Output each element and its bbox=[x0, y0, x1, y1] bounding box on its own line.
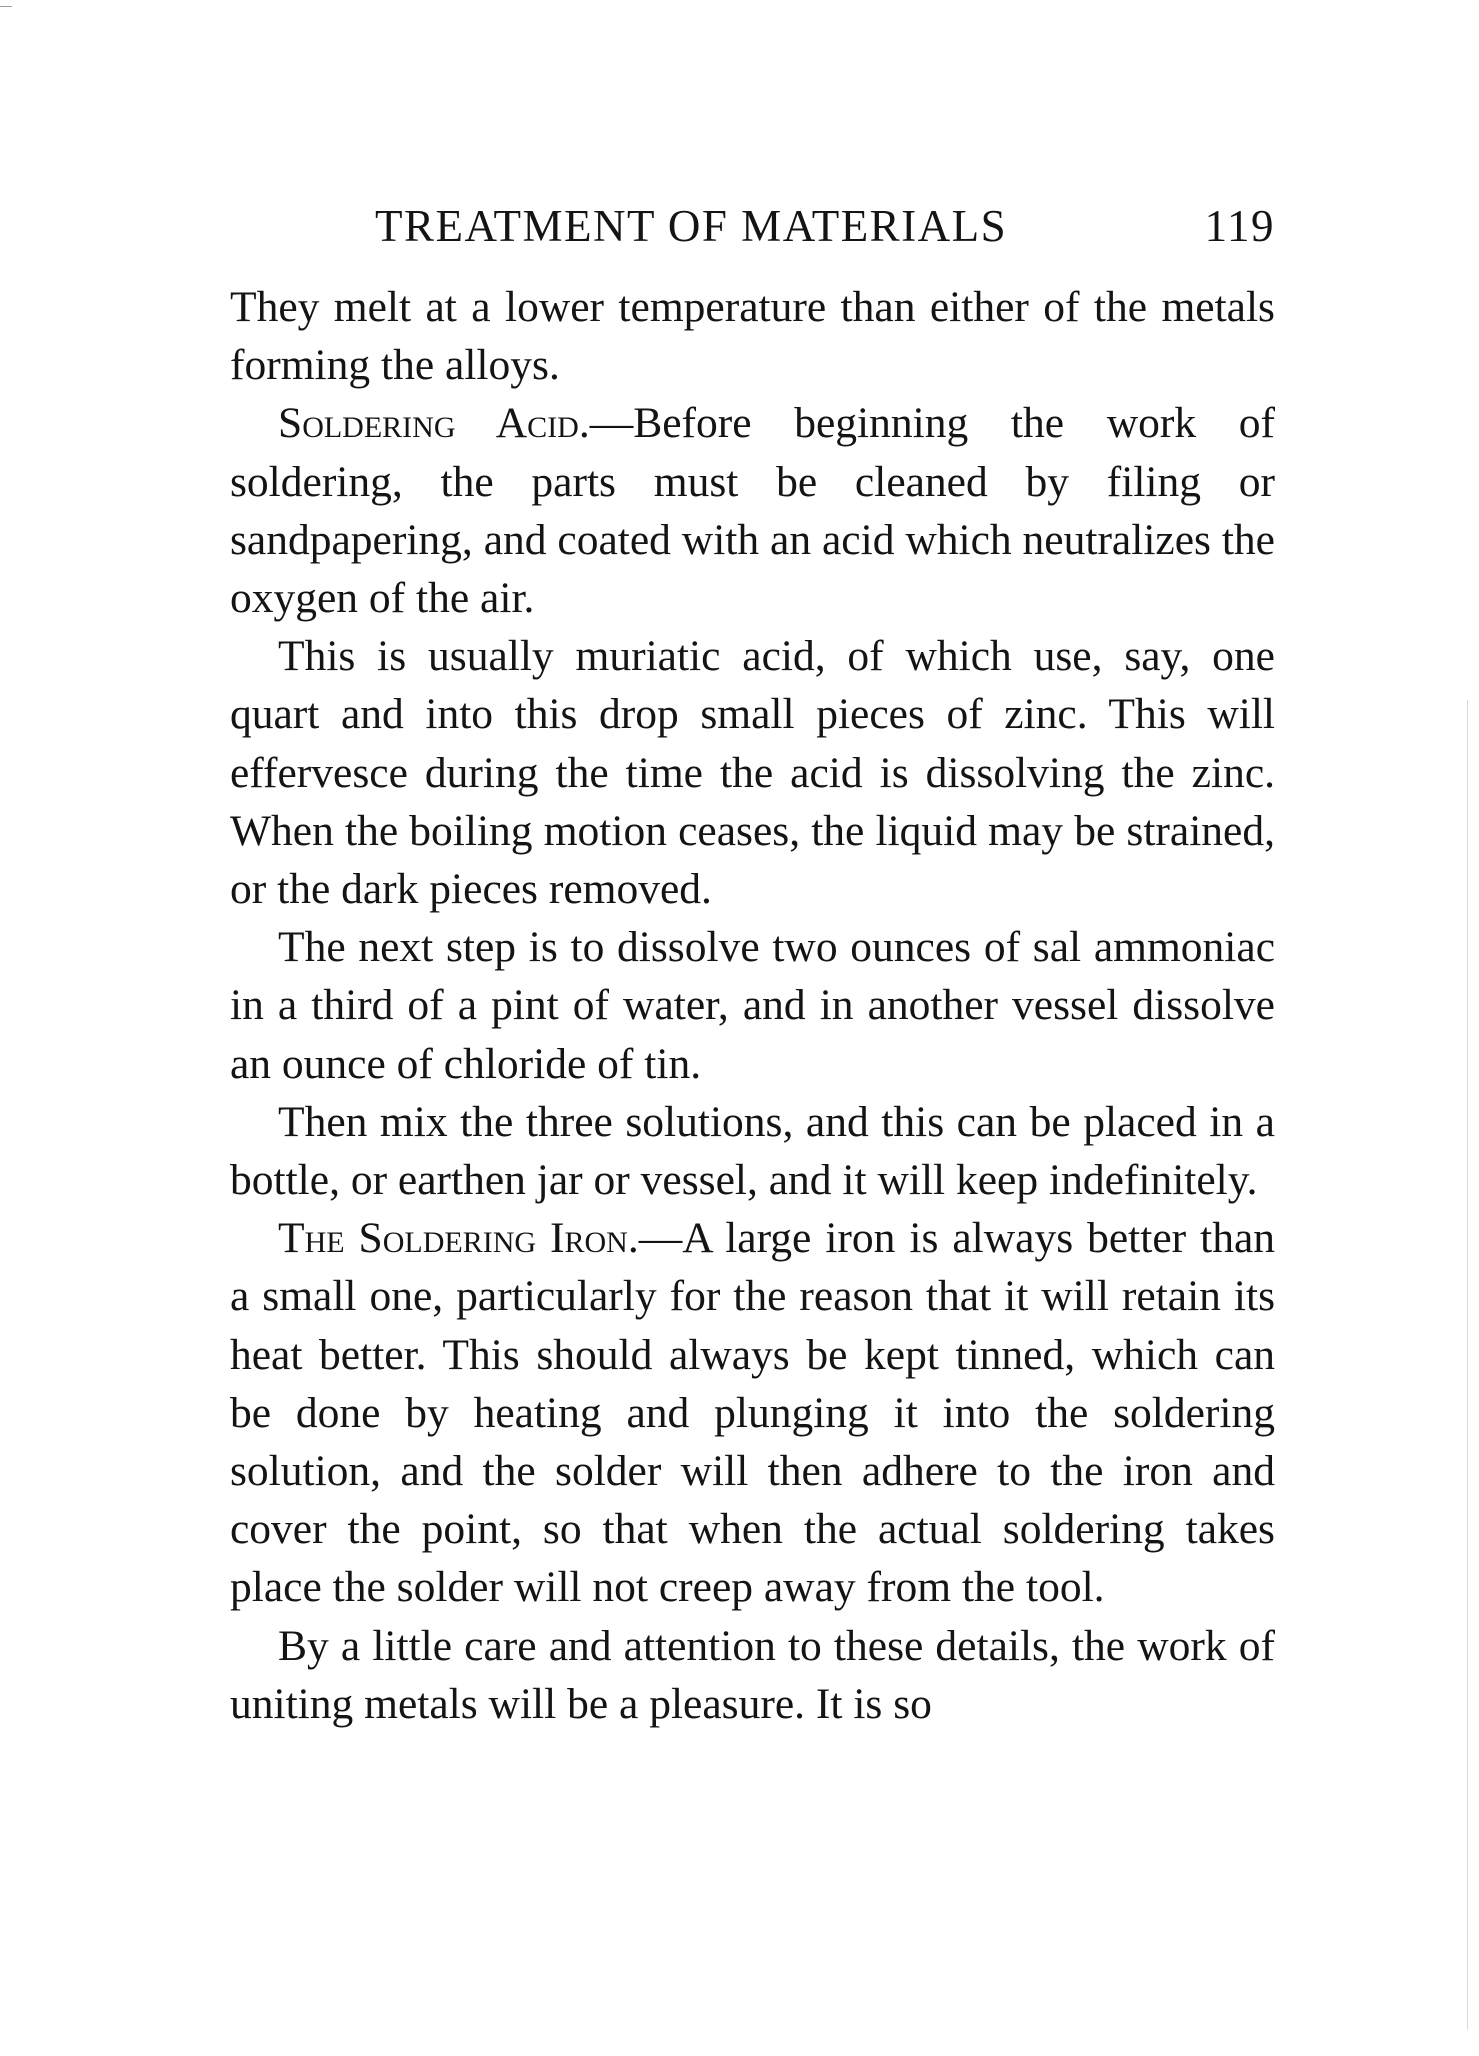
page-edge-line bbox=[1467, 700, 1468, 2030]
body-text bbox=[230, 278, 1275, 1733]
paragraph-text: The next step is to dissolve two ounces of sal ammoniac in a third of a pint of water, and in another vessel dissolve an ounce of chloride of tin. bbox=[230, 923, 1275, 1088]
paragraph-alloys bbox=[230, 278, 1275, 394]
paragraph-text: By a little care and attention to these details, the work of uniting metals will be a pleasure. It is so bbox=[230, 1621, 1275, 1728]
paragraph-soldering-iron bbox=[230, 1209, 1275, 1616]
paragraph-sal-ammoniac bbox=[230, 918, 1275, 1093]
scan-mark bbox=[0, 6, 12, 7]
paragraph-soldering-acid bbox=[230, 394, 1275, 627]
running-head bbox=[375, 196, 1275, 256]
paragraph-text: They melt at a lower temperature than either of the metals forming the alloys. bbox=[230, 283, 1275, 390]
paragraph-mix-solutions bbox=[230, 1093, 1275, 1209]
page-number: 119 bbox=[1204, 201, 1275, 251]
running-head-title: TREATMENT OF MATERIALS bbox=[375, 201, 1008, 251]
paragraph-care-attention bbox=[230, 1617, 1275, 1733]
section-heading-soldering-iron: The Soldering Iron. bbox=[278, 1214, 639, 1263]
paragraph-text: Then mix the three solutions, and this can be placed in a bottle, or earthen jar or vessel, and it will keep indefinitely. bbox=[230, 1097, 1275, 1205]
section-heading-soldering-acid: Soldering Acid. bbox=[278, 399, 590, 448]
paragraph-muriatic-acid bbox=[230, 627, 1275, 918]
paragraph-text: This is usually muriatic acid, of which use, say, one quart and into this drop small pieces of zinc. This will effervesce during the time the acid is dissolving the zinc. When the boiling motion ceases, the liquid may be strained, or the dark pieces removed. bbox=[230, 632, 1275, 914]
paragraph-text: —A large iron is always better than a small one, particularly for the reason that it will retain its heat better. This should always be kept tinned, which can be done by heating and plunging it into the soldering solution, and the solder will then adhere to the iron and cover the point, so that when the actual soldering takes place the solder will not creep away from the tool. bbox=[230, 1214, 1276, 1612]
paragraph-text: —Before beginning the work of soldering, the parts must be cleaned by filing or sandpapering, and coated with an acid which neutralizes the oxygen of the air. bbox=[230, 399, 1276, 623]
